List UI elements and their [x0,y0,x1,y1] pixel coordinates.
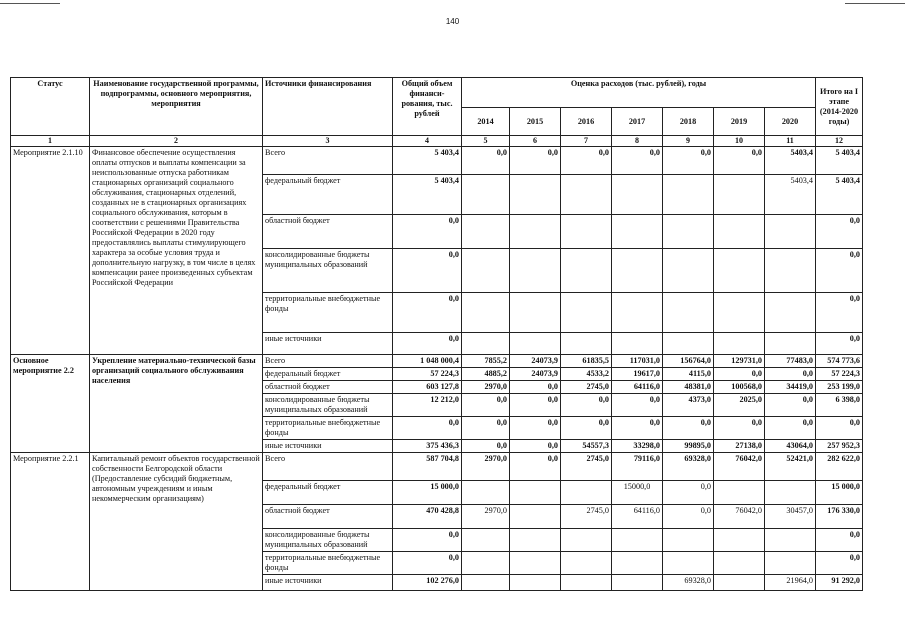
name-cell: Финансовое обеспечение осуществления оплаты отпусков и выплаты компенсации за неиспользованные отпуска работникам стационарных организаций социального обслуживания, стационарных отделений, созданных не в стационарных организациях социального обслуживания, которым в соответствии с решениями Правительства Российской Федерации в 2020 году предоставлялись выплаты стимулирующего характера за особые условия труда и дополнительную нагрузку, в том числе в целях компенсации ранее произведенных субъектам Российской Федерации [90,147,263,355]
year-value-cell [714,575,765,591]
status-cell: Основное мероприятие 2.2 [11,355,90,453]
source-cell: областной бюджет [263,505,393,529]
year-value-cell: 0,0 [714,147,765,175]
year-value-cell: 30457,0 [765,505,816,529]
header-year: 2016 [561,108,612,136]
source-cell: Всего [263,355,393,368]
year-value-cell [561,293,612,333]
stage-total-cell: 176 330,0 [816,505,863,529]
year-value-cell: 0,0 [510,381,561,394]
stage-total-cell: 5 403,4 [816,147,863,175]
year-value-cell: 0,0 [612,394,663,417]
stage-total-cell: 91 292,0 [816,575,863,591]
source-cell: территориальные внебюджетные фонды [263,417,393,440]
year-value-cell: 0,0 [462,394,510,417]
year-value-cell [765,249,816,293]
year-value-cell: 2970,0 [462,505,510,529]
source-cell: федеральный бюджет [263,368,393,381]
stage-total-cell: 0,0 [816,249,863,293]
stage-total-cell: 57 224,3 [816,368,863,381]
year-value-cell: 0,0 [561,147,612,175]
column-number: 6 [510,136,561,147]
source-cell: федеральный бюджет [263,175,393,215]
year-value-cell: 99895,0 [663,440,714,453]
year-value-cell [510,215,561,249]
year-value-cell [663,175,714,215]
year-value-cell: 0,0 [714,368,765,381]
year-value-cell: 156764,0 [663,355,714,368]
year-value-cell: 5403,4 [765,175,816,215]
status-cell: Мероприятие 2.1.10 [11,147,90,355]
year-value-cell [510,175,561,215]
year-value-cell [612,552,663,575]
year-value-cell [462,249,510,293]
year-value-cell: 15000,0 [612,481,663,505]
year-value-cell [612,249,663,293]
source-cell: иные источники [263,575,393,591]
year-value-cell: 5403,4 [765,147,816,175]
header-year: 2020 [765,108,816,136]
year-value-cell [510,552,561,575]
header-total: Общий объем финанси-рования, тыс. рублей [393,78,462,136]
total-cell: 0,0 [393,215,462,249]
year-value-cell [561,215,612,249]
header-status: Статус [11,78,90,136]
total-cell: 603 127,8 [393,381,462,394]
source-cell: территориальные внебюджетные фонды [263,293,393,333]
total-cell: 1 048 000,4 [393,355,462,368]
year-value-cell [714,215,765,249]
year-value-cell: 0,0 [663,481,714,505]
column-number: 8 [612,136,663,147]
header-year: 2014 [462,108,510,136]
year-value-cell: 0,0 [462,440,510,453]
source-cell: федеральный бюджет [263,481,393,505]
total-cell: 470 428,8 [393,505,462,529]
year-value-cell [663,529,714,552]
header-stage-total: Итого на I этапе (2014-2020 годы) [816,78,863,136]
header-name: Наименование государственной программы, подпрограммы, основного мероприятия, мероприятия [90,78,263,136]
column-number: 1 [11,136,90,147]
year-value-cell: 4885,2 [462,368,510,381]
total-cell: 5 403,4 [393,147,462,175]
header-sources: Источники финансирования [263,78,393,136]
year-value-cell [765,481,816,505]
total-cell: 587 704,8 [393,453,462,481]
year-value-cell: 0,0 [462,417,510,440]
year-value-cell [714,529,765,552]
year-value-cell [612,175,663,215]
source-cell: иные источники [263,333,393,355]
year-value-cell [510,575,561,591]
year-value-cell [612,575,663,591]
year-value-cell: 0,0 [663,505,714,529]
year-value-cell: 21964,0 [765,575,816,591]
year-value-cell: 69328,0 [663,453,714,481]
year-value-cell [510,529,561,552]
year-value-cell [561,552,612,575]
year-value-cell [663,215,714,249]
column-number-row [11,136,863,147]
year-value-cell [510,505,561,529]
total-cell: 5 403,4 [393,175,462,215]
year-value-cell: 129731,0 [714,355,765,368]
year-value-cell: 0,0 [462,147,510,175]
year-value-cell: 4533,2 [561,368,612,381]
year-value-cell [561,333,612,355]
column-number: 3 [263,136,393,147]
stage-total-cell: 0,0 [816,417,863,440]
table-row [11,453,863,481]
total-cell: 0,0 [393,293,462,333]
year-value-cell: 69328,0 [663,575,714,591]
total-cell: 57 224,3 [393,368,462,381]
stage-total-cell: 0,0 [816,215,863,249]
column-number: 5 [462,136,510,147]
year-value-cell [663,333,714,355]
year-value-cell [765,215,816,249]
year-value-cell [561,529,612,552]
year-value-cell: 0,0 [765,394,816,417]
year-value-cell: 79116,0 [612,453,663,481]
year-value-cell: 100568,0 [714,381,765,394]
year-value-cell [462,529,510,552]
year-value-cell: 0,0 [714,417,765,440]
year-value-cell: 0,0 [612,147,663,175]
header-year: 2015 [510,108,561,136]
year-value-cell [663,293,714,333]
source-cell: областной бюджет [263,215,393,249]
year-value-cell [714,552,765,575]
scan-edge-line [845,3,905,4]
source-cell: консолидированные бюджеты муниципальных образований [263,249,393,293]
year-value-cell: 43064,0 [765,440,816,453]
year-value-cell [765,552,816,575]
table-row [11,147,863,175]
year-value-cell: 0,0 [510,440,561,453]
total-cell: 0,0 [393,249,462,293]
total-cell: 0,0 [393,417,462,440]
header-year: 2018 [663,108,714,136]
year-value-cell: 52421,0 [765,453,816,481]
column-number: 9 [663,136,714,147]
total-cell: 15 000,0 [393,481,462,505]
header-estimate: Оценка расходов (тыс. рублей), годы [462,78,816,108]
year-value-cell: 0,0 [510,394,561,417]
year-value-cell [462,575,510,591]
stage-total-cell: 574 773,6 [816,355,863,368]
scan-edge-line [0,3,60,4]
stage-total-cell: 257 952,3 [816,440,863,453]
year-value-cell [462,293,510,333]
year-value-cell: 48381,0 [663,381,714,394]
total-cell: 102 276,0 [393,575,462,591]
year-value-cell [561,249,612,293]
year-value-cell: 33298,0 [612,440,663,453]
year-value-cell [462,215,510,249]
year-value-cell [663,249,714,293]
column-number: 10 [714,136,765,147]
column-number: 2 [90,136,263,147]
year-value-cell [612,215,663,249]
year-value-cell [714,249,765,293]
year-value-cell: 19617,0 [612,368,663,381]
year-value-cell [612,333,663,355]
year-value-cell: 0,0 [612,417,663,440]
year-value-cell [510,293,561,333]
year-value-cell: 4373,0 [663,394,714,417]
year-value-cell [765,333,816,355]
year-value-cell: 2745,0 [561,381,612,394]
year-value-cell [462,552,510,575]
year-value-cell: 0,0 [765,368,816,381]
year-value-cell: 2745,0 [561,453,612,481]
year-value-cell [462,333,510,355]
year-value-cell [714,481,765,505]
total-cell: 0,0 [393,333,462,355]
year-value-cell: 61835,5 [561,355,612,368]
year-value-cell: 0,0 [510,417,561,440]
year-value-cell [612,293,663,333]
year-value-cell: 0,0 [561,394,612,417]
year-value-cell [510,333,561,355]
year-value-cell [714,293,765,333]
year-value-cell [663,552,714,575]
table-row [11,355,863,368]
year-value-cell [510,249,561,293]
total-cell: 12 212,0 [393,394,462,417]
source-cell: территориальные внебюджетные фонды [263,552,393,575]
year-value-cell: 54557,3 [561,440,612,453]
year-value-cell: 117031,0 [612,355,663,368]
total-cell: 0,0 [393,552,462,575]
column-number: 12 [816,136,863,147]
total-cell: 375 436,3 [393,440,462,453]
year-value-cell: 24073,9 [510,355,561,368]
source-cell: иные источники [263,440,393,453]
page-number: 140 [445,17,460,26]
stage-total-cell: 15 000,0 [816,481,863,505]
source-cell: областной бюджет [263,381,393,394]
year-value-cell [612,529,663,552]
column-number: 11 [765,136,816,147]
year-value-cell: 77483,0 [765,355,816,368]
total-cell: 0,0 [393,529,462,552]
year-value-cell: 2025,0 [714,394,765,417]
header-year: 2019 [714,108,765,136]
year-value-cell [714,333,765,355]
budget-table [10,77,863,591]
stage-total-cell: 282 622,0 [816,453,863,481]
year-value-cell: 2745,0 [561,505,612,529]
year-value-cell: 2970,0 [462,453,510,481]
year-value-cell: 27138,0 [714,440,765,453]
year-value-cell: 24073,9 [510,368,561,381]
year-value-cell: 0,0 [663,417,714,440]
column-number: 4 [393,136,462,147]
stage-total-cell: 0,0 [816,293,863,333]
year-value-cell: 0,0 [663,147,714,175]
year-value-cell [765,293,816,333]
source-cell: Всего [263,147,393,175]
header-year: 2017 [612,108,663,136]
status-cell: Мероприятие 2.2.1 [11,453,90,591]
stage-total-cell: 0,0 [816,333,863,355]
year-value-cell: 0,0 [765,417,816,440]
year-value-cell [561,175,612,215]
column-number: 7 [561,136,612,147]
stage-total-cell: 253 199,0 [816,381,863,394]
header-row [11,78,863,108]
year-value-cell [510,481,561,505]
year-value-cell: 4115,0 [663,368,714,381]
year-value-cell: 0,0 [510,453,561,481]
year-value-cell [561,481,612,505]
year-value-cell [462,175,510,215]
stage-total-cell: 0,0 [816,552,863,575]
year-value-cell: 0,0 [510,147,561,175]
stage-total-cell: 0,0 [816,529,863,552]
year-value-cell: 64116,0 [612,505,663,529]
year-value-cell: 2970,0 [462,381,510,394]
stage-total-cell: 6 398,0 [816,394,863,417]
year-value-cell: 76042,0 [714,453,765,481]
name-cell: Капитальный ремонт объектов государственной собственности Белгородской области (Предоставление субсидий бюджетным, автономным учреждениям и иным некоммерческим организациям) [90,453,263,591]
year-value-cell: 0,0 [561,417,612,440]
stage-total-cell: 5 403,4 [816,175,863,215]
source-cell: консолидированные бюджеты муниципальных образований [263,394,393,417]
year-value-cell [561,575,612,591]
source-cell: Всего [263,453,393,481]
year-value-cell: 34419,0 [765,381,816,394]
name-cell: Укрепление материально-технической базы организаций социального обслуживания населения [90,355,263,453]
year-value-cell [765,529,816,552]
year-value-cell [714,175,765,215]
source-cell: консолидированные бюджеты муниципальных образований [263,529,393,552]
year-value-cell: 76042,0 [714,505,765,529]
year-value-cell: 64116,0 [612,381,663,394]
year-value-cell [462,481,510,505]
year-value-cell: 7855,2 [462,355,510,368]
